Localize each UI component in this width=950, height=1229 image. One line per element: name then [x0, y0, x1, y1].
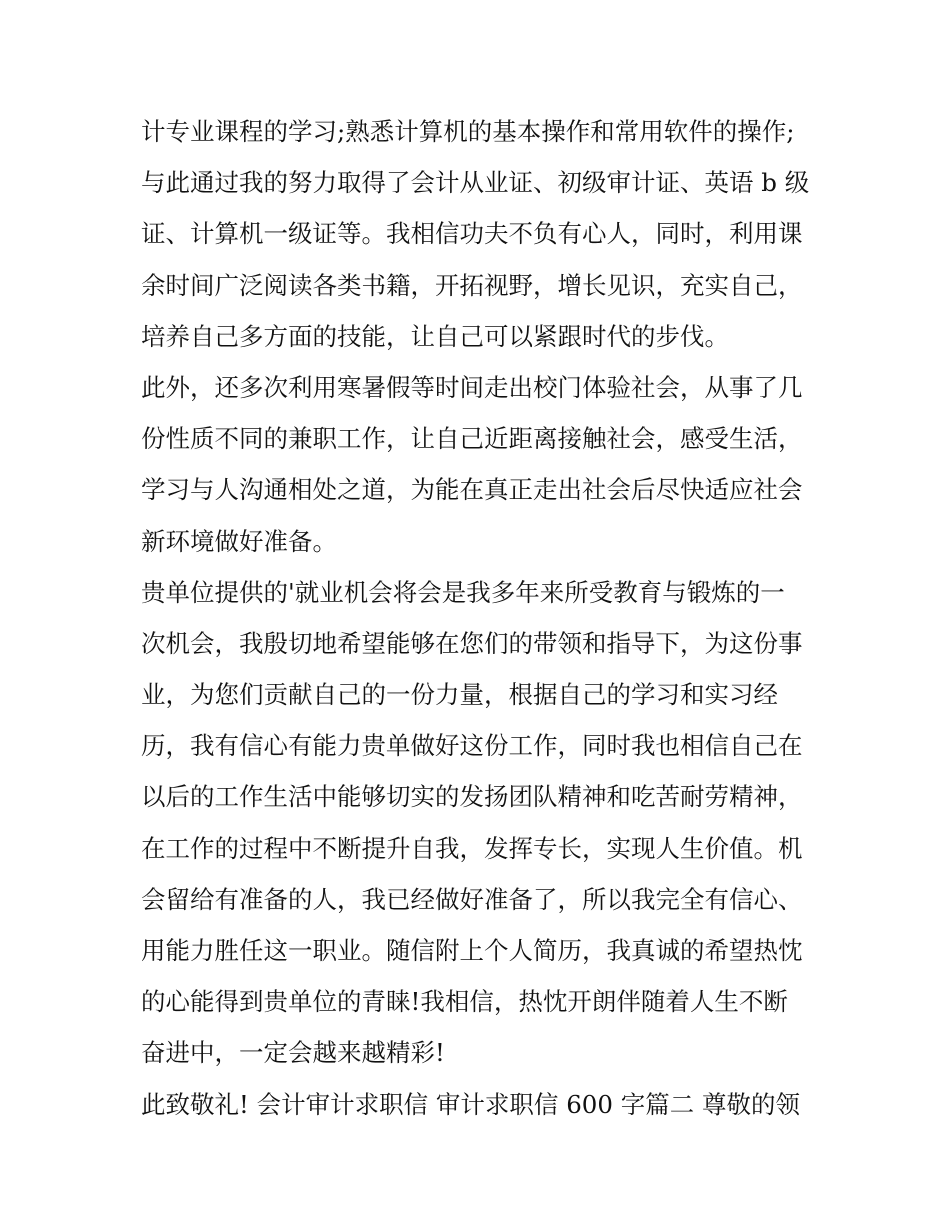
text-line-6: 此外，还多次利用寒暑假等时间走出校门体验社会，从事了几 — [141, 372, 803, 402]
text-line-7: 份性质不同的兼职工作，让自己近距离接触社会，感受生活， — [141, 424, 803, 454]
text-line-1: 计专业课程的学习;熟悉计算机的基本操作和常用软件的操作; — [141, 117, 795, 146]
text-line-5: 培养自己多方面的技能，让自己可以紧跟时代的步伐。 — [141, 321, 729, 351]
text-line-16: 会留给有准备的人，我已经做好准备了，所以我完全有信心、 — [141, 884, 803, 914]
text-line-3: 证、计算机一级证等。我相信功夫不负有心人，同时，利用课 — [141, 219, 803, 249]
letter-body — [141, 106, 821, 1130]
text-line-8: 学习与人沟通相处之道，为能在真正走出社会后尽快适应社会 — [141, 475, 803, 505]
text-line-12: 业，为您们贡献自己的一份力量，根据自己的学习和实习经 — [141, 680, 778, 710]
text-line-9: 新环境做好准备。 — [141, 526, 337, 556]
text-line-17: 用能力胜任这一职业。随信附上个人简历，我真诚的希望热忱 — [141, 936, 803, 965]
text-line-10: 贵单位提供的'就业机会将会是我多年来所受教育与锻炼的一 — [141, 577, 785, 607]
text-line-13: 历，我有信心有能力贵单做好这份工作，同时我也相信自己在 — [141, 731, 803, 761]
text-line-14: 以后的工作生活中能够切实的发扬团队精神和吃苦耐劳精神， — [141, 782, 803, 812]
text-line-19: 奋进中，一定会越来越精彩! — [141, 1038, 445, 1068]
text-line-15: 在工作的过程中不断提升自我，发挥专长，实现人生价值。机 — [141, 833, 803, 863]
text-line-4: 余时间广泛阅读各类书籍，开拓视野，增长见识，充实自己， — [141, 270, 803, 300]
text-line-2: 与此通过我的努力取得了会计从业证、初级审计证、英语 b 级 — [141, 168, 810, 198]
text-line-18: 的心能得到贵单位的青睐!我相信，热忱开朗伴随着人生不断 — [141, 987, 788, 1017]
text-line-20: 此致敬礼! 会计审计求职信 审计求职信 600 字篇二 尊敬的领 — [141, 1089, 801, 1119]
text-line-11: 次机会，我殷切地希望能够在您们的带领和指导下，为这份事 — [141, 628, 803, 658]
